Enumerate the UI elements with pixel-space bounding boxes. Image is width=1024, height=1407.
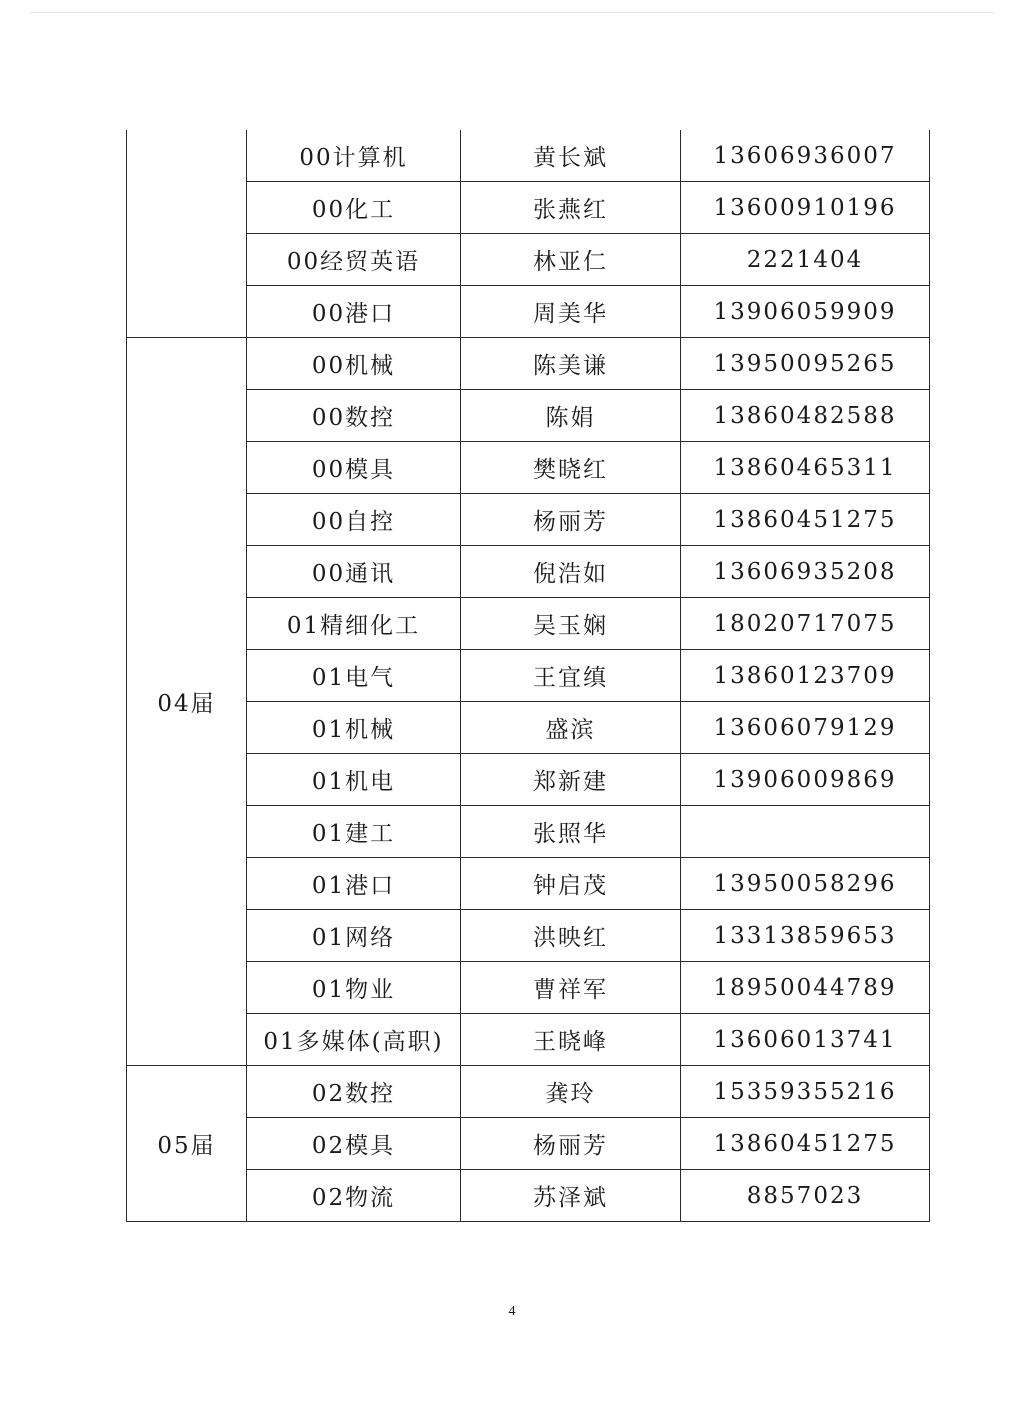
table-row xyxy=(127,962,930,1014)
class-name-cell: 01建工 xyxy=(247,806,461,858)
contact-name-cell: 吴玉娴 xyxy=(461,598,681,650)
table-row xyxy=(127,1170,930,1222)
page-number: 4 xyxy=(508,1304,516,1319)
contact-name-cell: 倪浩如 xyxy=(461,546,681,598)
phone-cell: 13860465311 xyxy=(681,442,930,494)
class-name-cell: 01港口 xyxy=(247,858,461,910)
phone-cell: 13606079129 xyxy=(681,702,930,754)
top-rule xyxy=(30,12,995,13)
table-row xyxy=(127,234,930,286)
class-name-cell: 02物流 xyxy=(247,1170,461,1222)
class-name-cell: 02模具 xyxy=(247,1118,461,1170)
cohort-cell: 04届 xyxy=(127,338,247,1066)
phone-cell: 13906059909 xyxy=(681,286,930,338)
class-name-cell: 00数控 xyxy=(247,390,461,442)
phone-cell: 13860451275 xyxy=(681,494,930,546)
table-row xyxy=(127,338,930,390)
class-name-cell: 01机电 xyxy=(247,754,461,806)
phone-cell: 13606013741 xyxy=(681,1014,930,1066)
contact-name-cell: 洪映红 xyxy=(461,910,681,962)
cohort-cell xyxy=(127,130,247,338)
contact-name-cell: 盛滨 xyxy=(461,702,681,754)
contact-name-cell: 王晓峰 xyxy=(461,1014,681,1066)
table-row xyxy=(127,910,930,962)
contact-name-cell: 张照华 xyxy=(461,806,681,858)
class-name-cell: 01物业 xyxy=(247,962,461,1014)
contact-name-cell: 张燕红 xyxy=(461,182,681,234)
contact-name-cell: 郑新建 xyxy=(461,754,681,806)
contact-name-cell: 陈娟 xyxy=(461,390,681,442)
table-body xyxy=(127,130,930,1222)
class-name-cell: 00机械 xyxy=(247,338,461,390)
phone-cell: 18950044789 xyxy=(681,962,930,1014)
class-name-cell: 01多媒体(高职) xyxy=(247,1014,461,1066)
table-row xyxy=(127,754,930,806)
contact-name-cell: 曹祥军 xyxy=(461,962,681,1014)
table-row xyxy=(127,598,930,650)
phone-cell: 18020717075 xyxy=(681,598,930,650)
class-name-cell: 01机械 xyxy=(247,702,461,754)
contact-name-cell: 龚玲 xyxy=(461,1066,681,1118)
contact-name-cell: 钟启茂 xyxy=(461,858,681,910)
phone-cell xyxy=(681,806,930,858)
table-row xyxy=(127,494,930,546)
table-row xyxy=(127,806,930,858)
phone-cell: 13950058296 xyxy=(681,858,930,910)
phone-cell: 13906009869 xyxy=(681,754,930,806)
contact-name-cell: 陈美谦 xyxy=(461,338,681,390)
table-row xyxy=(127,650,930,702)
contact-name-cell: 黄长斌 xyxy=(461,130,681,182)
contact-name-cell: 杨丽芳 xyxy=(461,1118,681,1170)
table-row xyxy=(127,858,930,910)
contact-name-cell: 王宜缜 xyxy=(461,650,681,702)
phone-cell: 13860451275 xyxy=(681,1118,930,1170)
phone-cell: 13600910196 xyxy=(681,182,930,234)
class-name-cell: 00计算机 xyxy=(247,130,461,182)
table-row xyxy=(127,1066,930,1118)
phone-cell: 13606936007 xyxy=(681,130,930,182)
table-row xyxy=(127,286,930,338)
table-row xyxy=(127,182,930,234)
phone-cell: 13313859653 xyxy=(681,910,930,962)
class-name-cell: 02数控 xyxy=(247,1066,461,1118)
contact-name-cell: 林亚仁 xyxy=(461,234,681,286)
class-name-cell: 01网络 xyxy=(247,910,461,962)
class-name-cell: 00通讯 xyxy=(247,546,461,598)
phone-cell: 13860482588 xyxy=(681,390,930,442)
class-name-cell: 00模具 xyxy=(247,442,461,494)
table-row xyxy=(127,442,930,494)
contact-name-cell: 樊晓红 xyxy=(461,442,681,494)
phone-cell: 8857023 xyxy=(681,1170,930,1222)
table-row xyxy=(127,702,930,754)
contact-name-cell: 杨丽芳 xyxy=(461,494,681,546)
phone-cell: 13860123709 xyxy=(681,650,930,702)
alumni-contact-table xyxy=(126,130,930,1222)
contact-name-cell: 周美华 xyxy=(461,286,681,338)
class-name-cell: 01电气 xyxy=(247,650,461,702)
class-name-cell: 01精细化工 xyxy=(247,598,461,650)
class-name-cell: 00经贸英语 xyxy=(247,234,461,286)
class-name-cell: 00自控 xyxy=(247,494,461,546)
table-row xyxy=(127,1014,930,1066)
table-row xyxy=(127,546,930,598)
phone-cell: 13606935208 xyxy=(681,546,930,598)
table-row xyxy=(127,1118,930,1170)
table-row xyxy=(127,130,930,182)
phone-cell: 15359355216 xyxy=(681,1066,930,1118)
cohort-cell: 05届 xyxy=(127,1066,247,1222)
table-row xyxy=(127,390,930,442)
class-name-cell: 00化工 xyxy=(247,182,461,234)
phone-cell: 2221404 xyxy=(681,234,930,286)
phone-cell: 13950095265 xyxy=(681,338,930,390)
contact-name-cell: 苏泽斌 xyxy=(461,1170,681,1222)
class-name-cell: 00港口 xyxy=(247,286,461,338)
